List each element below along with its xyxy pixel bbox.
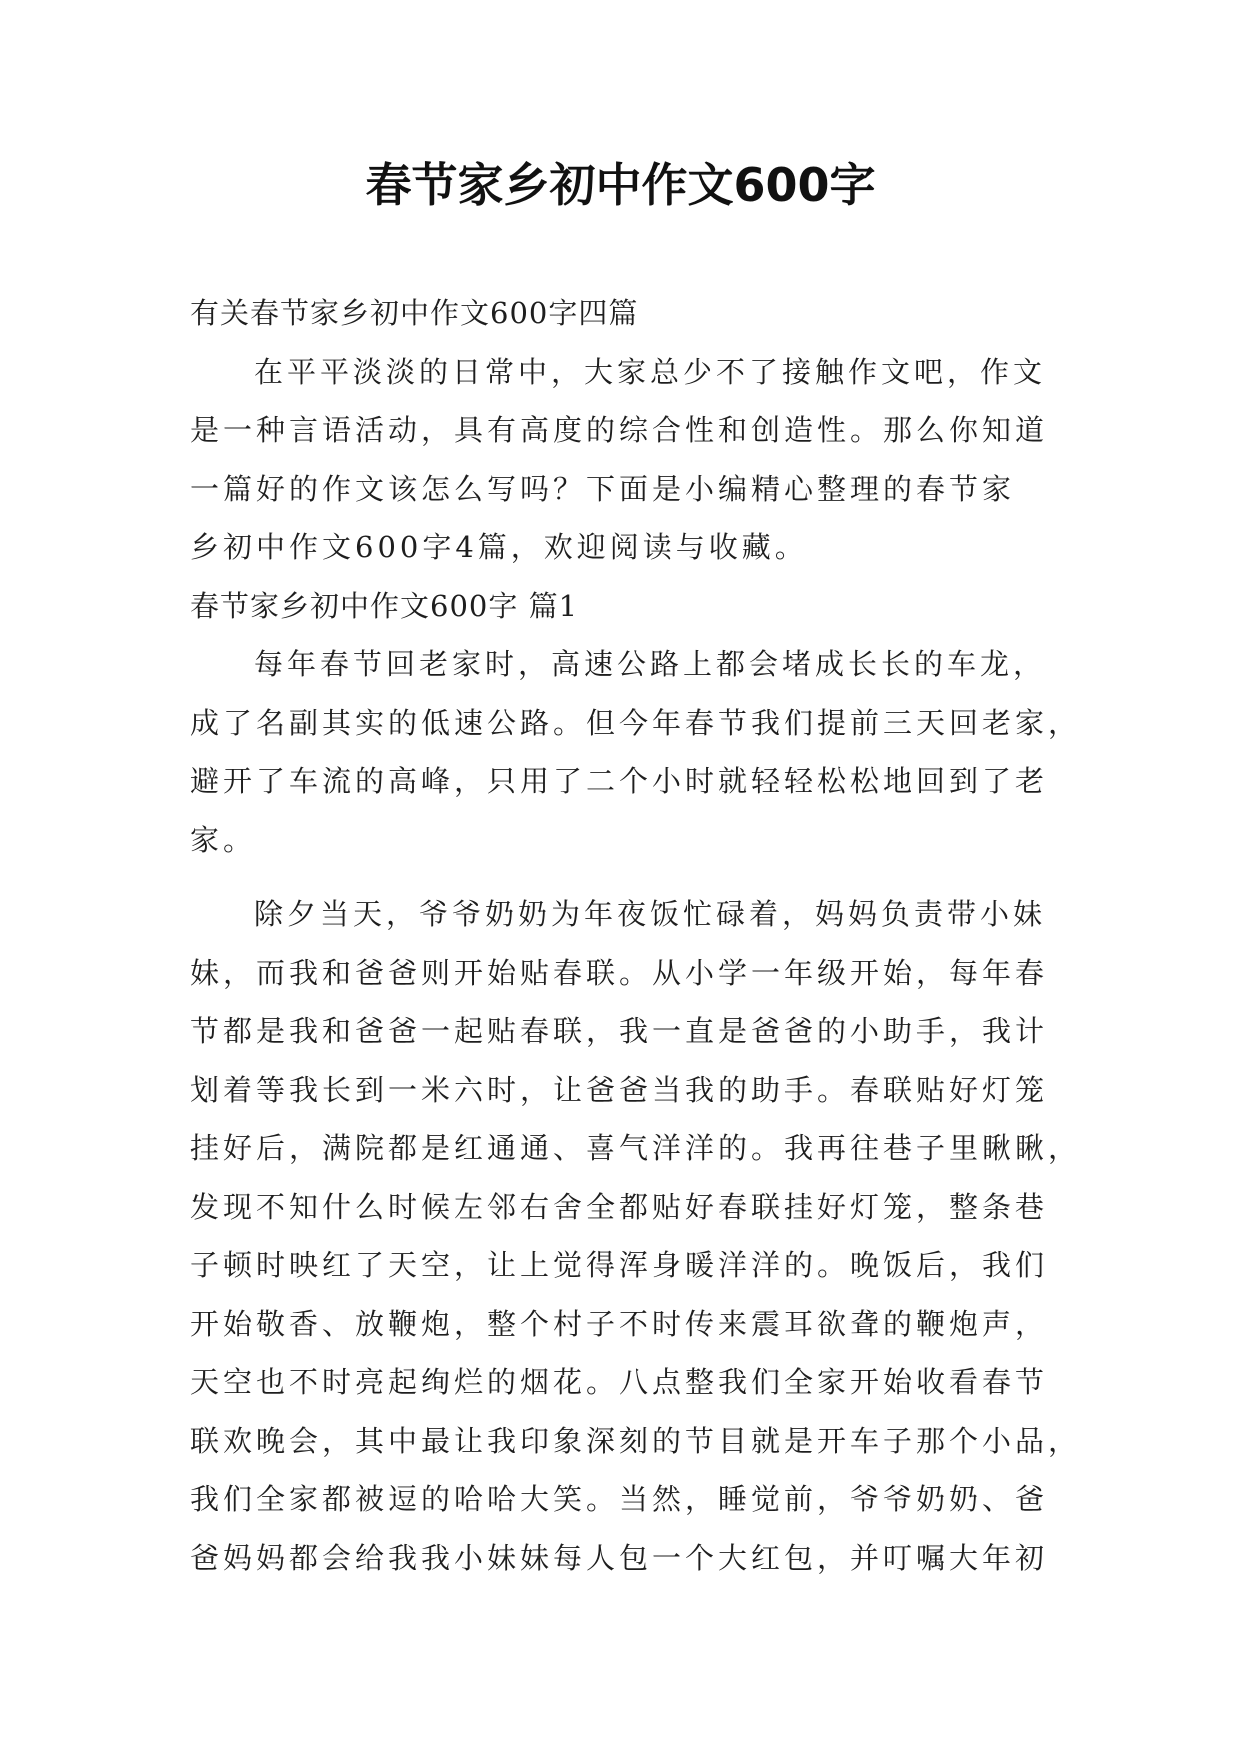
paragraph-line: 节都是我和爸爸一起贴春联，我一直是爸爸的小助手，我计 (190, 1014, 1049, 1048)
paragraph-line: 开始敬香、放鞭炮，整个村子不时传来震耳欲聋的鞭炮声， (190, 1306, 1049, 1341)
paragraph-line: 成了名副其实的低速公路。但今年春节我们提前三天回老家， (190, 705, 1082, 740)
paragraph-line: 家。 (190, 822, 257, 857)
paragraph-line: 除夕当天，爷爷奶奶为年夜饭忙碌着，妈妈负责带小妹 (254, 897, 1047, 931)
paragraph-line: 划着等我长到一米六时，让爸爸当我的助手。春联贴好灯笼 (190, 1072, 1049, 1107)
paragraph-line: 挂好后，满院都是红通通、喜气洋洋的。我再往巷子里瞅瞅， (190, 1131, 1082, 1165)
paragraph-line: 妹，而我和爸爸则开始贴春联。从小学一年级开始，每年春 (190, 955, 1049, 990)
intro-line: 是一种言语活动，具有高度的综合性和创造性。那么你知道 (190, 413, 1049, 447)
intro-line: 一篇好的作文该怎么写吗？下面是小编精心整理的春节家 (190, 471, 1016, 506)
paragraph-line: 我们全家都被逗的哈哈大笑。当然，睡觉前，爷爷奶奶、爸 (190, 1482, 1049, 1516)
intro-line: 乡初中作文600字4篇，欢迎阅读与收藏。 (190, 530, 808, 564)
paragraph-line: 联欢晚会，其中最让我印象深刻的节目就是开车子那个小品， (190, 1423, 1082, 1458)
paragraph-gap (190, 869, 1048, 885)
paragraph-line: 子顿时映红了天空，让上觉得浑身暖洋洋的。晚饭后，我们 (190, 1248, 1049, 1282)
subtitle: 有关春节家乡初中作文600字四篇 (190, 296, 639, 330)
page-title: 春节家乡初中作文600字 (365, 158, 876, 212)
document-body (190, 284, 1082, 1587)
paragraph-line: 避开了车流的高峰，只用了二个小时就轻轻松松地回到了老 (190, 764, 1049, 798)
section-heading: 春节家乡初中作文600字 篇1 (190, 588, 579, 623)
paragraph-line: 发现不知什么时候左邻右舍全都贴好春联挂好灯笼，整条巷 (190, 1189, 1049, 1224)
intro-line: 在平平淡淡的日常中，大家总少不了接触作文吧，作文 (254, 354, 1047, 389)
paragraph-line: 天空也不时亮起绚烂的烟花。八点整我们全家开始收看春节 (190, 1365, 1049, 1399)
paragraph-line: 爸妈妈都会给我我小妹妹每人包一个大红包，并叮嘱大年初 (190, 1540, 1049, 1575)
paragraph-line: 每年春节回老家时，高速公路上都会堵成长长的车龙， (254, 647, 1047, 681)
